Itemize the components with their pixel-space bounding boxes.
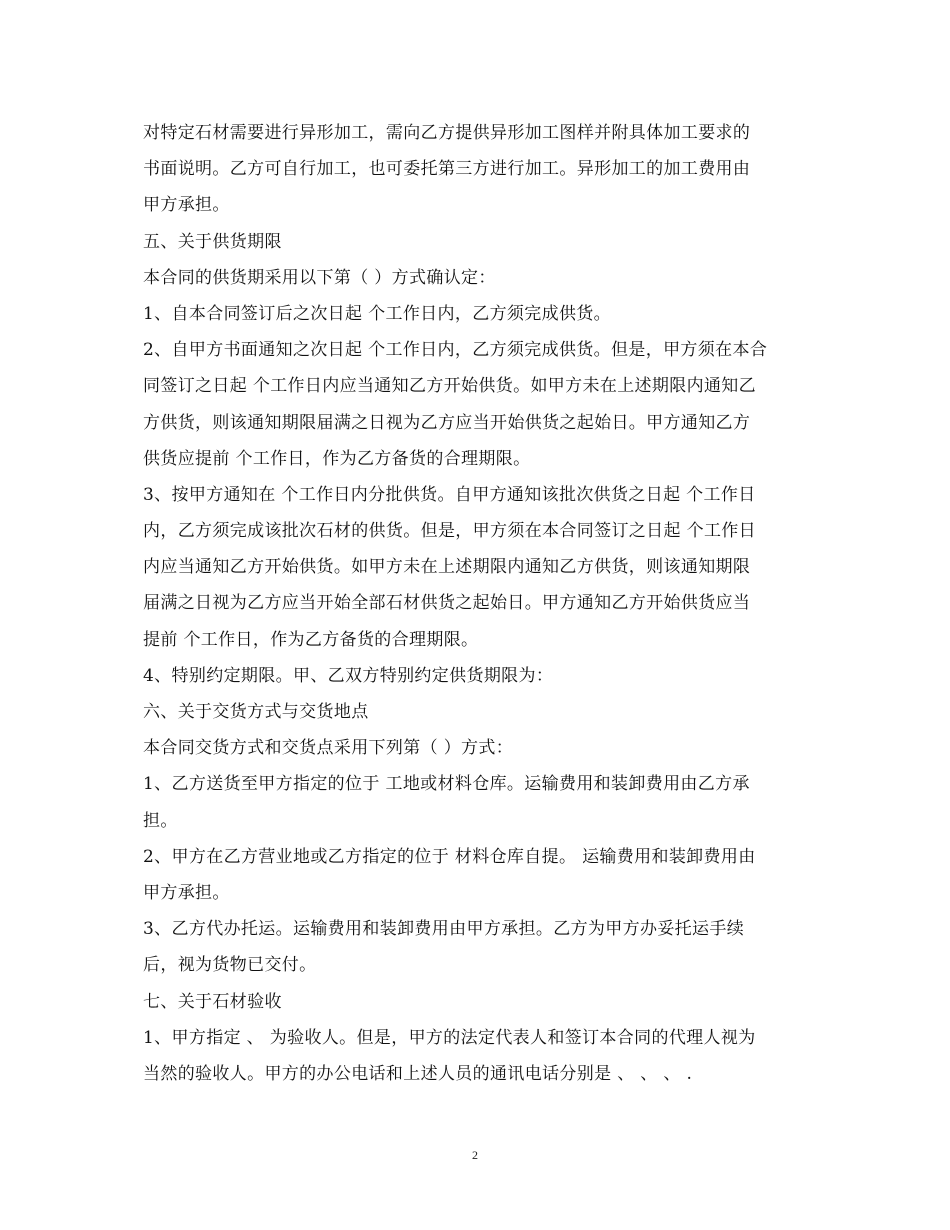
text-line: 届满之日视为乙方应当开始全部石材供货之起始日。甲方通知乙方开始供货应当 [143,593,751,614]
text-line: 3、按甲方通知在 个工作日内分批供货。自甲方通知该批次供货之日起 个工作日 [143,484,756,505]
section-heading: 七、关于石材验收 [143,991,282,1012]
text-line: 1、甲方指定 、 为验收人。但是，甲方的法定代表人和签订本合同的代理人视为 [143,1027,756,1048]
text-line: 后，视为货物已交付。 [143,955,317,976]
text-line: 甲方承担。 [143,882,230,903]
document-body [143,115,811,1092]
text-line: 4、特别约定期限。甲、乙双方特别约定供货期限为： [143,665,554,686]
text-line: 2、甲方在乙方营业地或乙方指定的位于 材料仓库自提。 运输费用和装卸费用由 [143,846,756,867]
text-line: 2、自甲方书面通知之次日起 个工作日内，乙方须完成供货。但是，甲方须在本合 [143,340,768,361]
text-line: 方供货，则该通知期限届满之日视为乙方应当开始供货之起始日。甲方通知乙方 [143,412,751,433]
text-line: 1、自本合同签订后之次日起 个工作日内，乙方须完成供货。 [143,303,612,324]
text-line: 3、乙方代办托运。运输费用和装卸费用由甲方承担。乙方为甲方办妥托运手续 [143,919,745,940]
text-line: 内应当通知乙方开始供货。如甲方未在上述期限内通知乙方供货，则该通知期限 [143,557,751,578]
text-line: 同签订之日起 个工作日内应当通知乙方开始供货。如甲方未在上述期限内通知乙 [143,376,757,397]
page-number: 2 [472,1148,478,1162]
section-heading: 六、关于交货方式与交货地点 [143,702,369,722]
text-line: 本合同交货方式和交货点采用下列第（ ）方式： [143,738,514,759]
text-line: 提前 个工作日，作为乙方备货的合理期限。 [143,629,479,650]
text-line: 担。 [143,810,178,831]
text-line: 书面说明。乙方可自行加工，也可委托第三方进行加工。异形加工的加工费用由 [143,159,751,180]
text-line: 甲方承担。 [143,195,230,216]
section-heading: 五、关于供货期限 [143,231,282,252]
text-line: 内，乙方须完成该批次石材的供货。但是，甲方须在本合同签订之日起 个工作日 [143,521,757,542]
text-line: 供货应提前 个工作日，作为乙方备货的合理期限。 [143,448,531,469]
text-line: 本合同的供货期采用以下第（ ）方式确认定： [143,267,496,288]
text-line: 1、乙方送货至甲方指定的位于 工地或材料仓库。运输费用和装卸费用由乙方承 [143,774,750,795]
text-line: 对特定石材需要进行异形加工，需向乙方提供异形加工图样并附具体加工要求的 [143,123,751,143]
text-line: 当然的验收人。甲方的办公电话和上述人员的通讯电话分别是 、 、 、 . [143,1063,693,1084]
